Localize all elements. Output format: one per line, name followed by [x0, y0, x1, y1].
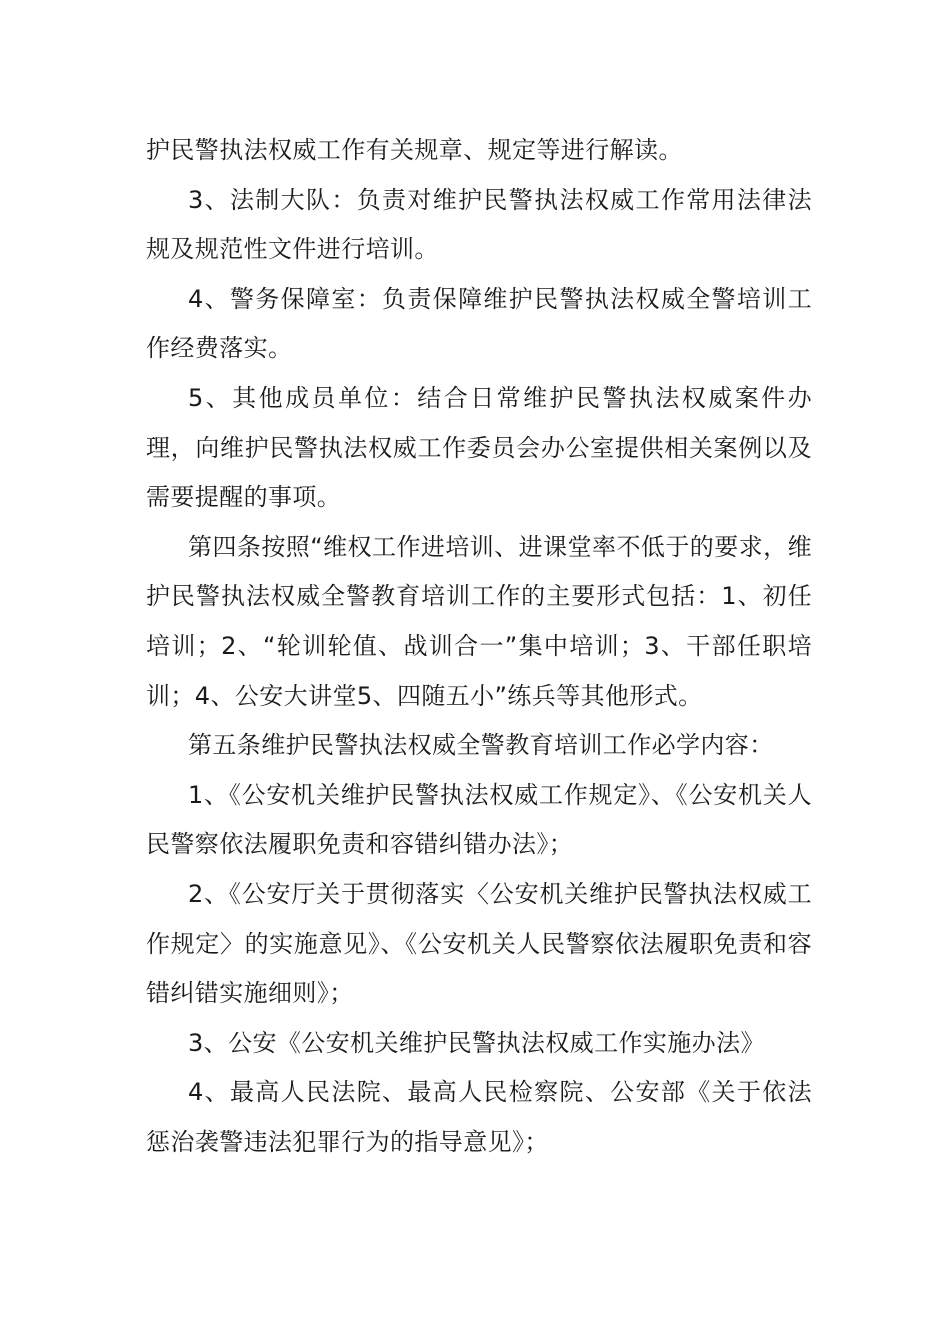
- paragraph-article-five: 第五条维护民警执法权威全警教育培训工作必学内容：: [188, 731, 774, 760]
- paragraph-required-item-3: 3、公安《公安机关维护民警执法权威工作实施办法》: [188, 1028, 765, 1057]
- paragraph-article-four: 第四条按照“维权工作进培训、进课堂率不低于的要求，维护民警执法权威全警教育培训工作的主要形式包括：1、初任培训；2、“轮训轮值、战训合一”集中培训；3、干部任职培训；4、公安大讲堂5、四随五小”练兵等其他形式。: [146, 532, 812, 710]
- document-body: [146, 126, 812, 1167]
- paragraph-logistics-office: 4、警务保障室：负责保障维护民警执法权威全警培训工作经费落实。: [146, 284, 812, 363]
- paragraph-continuation: 护民警执法权威工作有关规章、规定等进行解读。: [146, 136, 683, 164]
- paragraph-required-item-2: 2、《公安厅关于贯彻落实〈公安机关维护民警执法权威工作规定〉的实施意见》、《公安机关人民警察依法履职免责和容错纠错实施细则》；: [146, 879, 812, 1008]
- paragraph-other-units: 5、其他成员单位：结合日常维护民警执法权威案件办理，向维护民警执法权威工作委员会办公室提供相关案例以及需要提醒的事项。: [146, 383, 812, 512]
- paragraph-required-item-4: 4、最高人民法院、最高人民检察院、公安部《关于依法惩治袭警违法犯罪行为的指导意见》；: [146, 1078, 812, 1156]
- paragraph-legal-brigade: 3、法制大队：负责对维护民警执法权威工作常用法律法规及规范性文件进行培训。: [146, 185, 812, 264]
- paragraph-required-item-1: 1、《公安机关维护民警执法权威工作规定》、《公安机关人民警察依法履职免责和容错纠错办法》；: [146, 780, 812, 859]
